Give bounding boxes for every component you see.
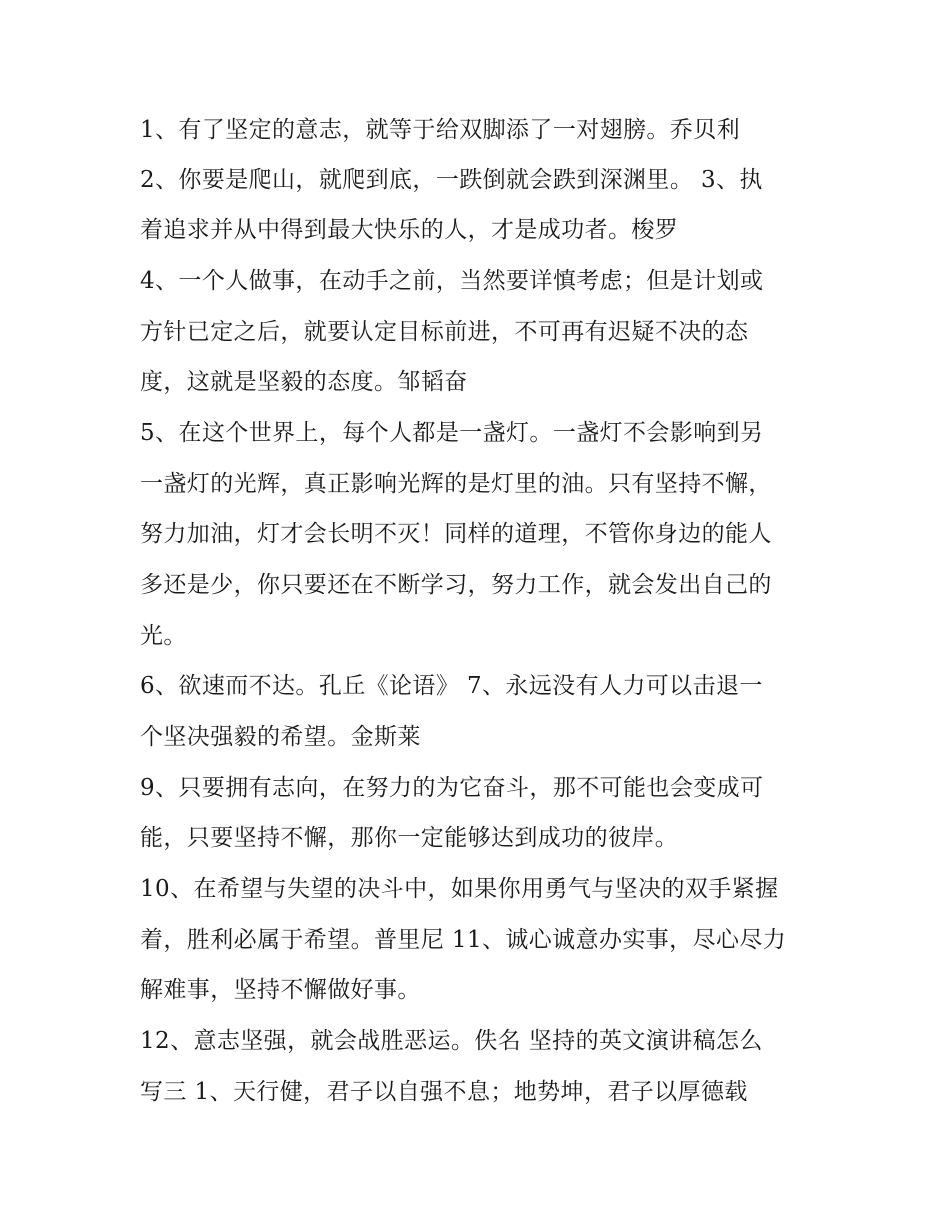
text-line: 6、欲速而不达。孔丘《论语》 7、永远没有人力可以击退一 bbox=[140, 673, 763, 699]
text-line: 解难事，坚持不懈做好事。 bbox=[140, 977, 421, 1003]
text-line: 1、有了坚定的意志，就等于给双脚添了一对翅膀。乔贝利 bbox=[140, 117, 741, 143]
text-line: 9、只要拥有志向，在努力的为它奋斗，那不可能也会变成可 bbox=[140, 775, 764, 801]
text-line: 着追求并从中得到最大快乐的人，才是成功者。梭罗 bbox=[140, 217, 679, 243]
text-line: 一盏灯的光辉，真正影响光辉的是灯里的油。只有坚持不懈， bbox=[140, 471, 772, 497]
text-line: 4、一个人做事，在动手之前，当然要详慎考虑；但是计划或 bbox=[140, 268, 764, 294]
text-line: 个坚决强毅的希望。金斯莱 bbox=[140, 724, 421, 750]
text-line: 努力加油，灯才会长明不灭！同样的道理，不管你身边的能人 bbox=[140, 521, 772, 547]
text-line: 2、你要是爬山，就爬到底，一跌倒就会跌到深渊里。 3、执 bbox=[140, 167, 763, 193]
text-line: 5、在这个世界上，每个人都是一盏灯。一盏灯不会影响到另 bbox=[140, 420, 764, 446]
text-line: 10、在希望与失望的决斗中，如果你用勇气与坚决的双手紧握 bbox=[140, 876, 779, 902]
text-line: 度，这就是坚毅的态度。邹韬奋 bbox=[140, 369, 468, 395]
text-line: 能，只要坚持不懈，那你一定能够达到成功的彼岸。 bbox=[140, 825, 679, 851]
text-line: 多还是少，你只要还在不断学习，努力工作，就会发出自己的 bbox=[140, 572, 772, 598]
text-line: 方针已定之后，就要认定目标前进，不可再有迟疑不决的态 bbox=[140, 319, 749, 345]
text-line: 12、意志坚强，就会战胜恶运。佚名 坚持的英文演讲稿怎么 bbox=[140, 1028, 763, 1054]
text-line: 着，胜利必属于希望。普里尼 11、诚心诚意办实事，尽心尽力 bbox=[140, 927, 787, 953]
text-line: 光。 bbox=[140, 623, 187, 649]
text-line: 写三 1、天行健，君子以自强不息；地势坤，君子以厚德载 bbox=[140, 1079, 748, 1105]
